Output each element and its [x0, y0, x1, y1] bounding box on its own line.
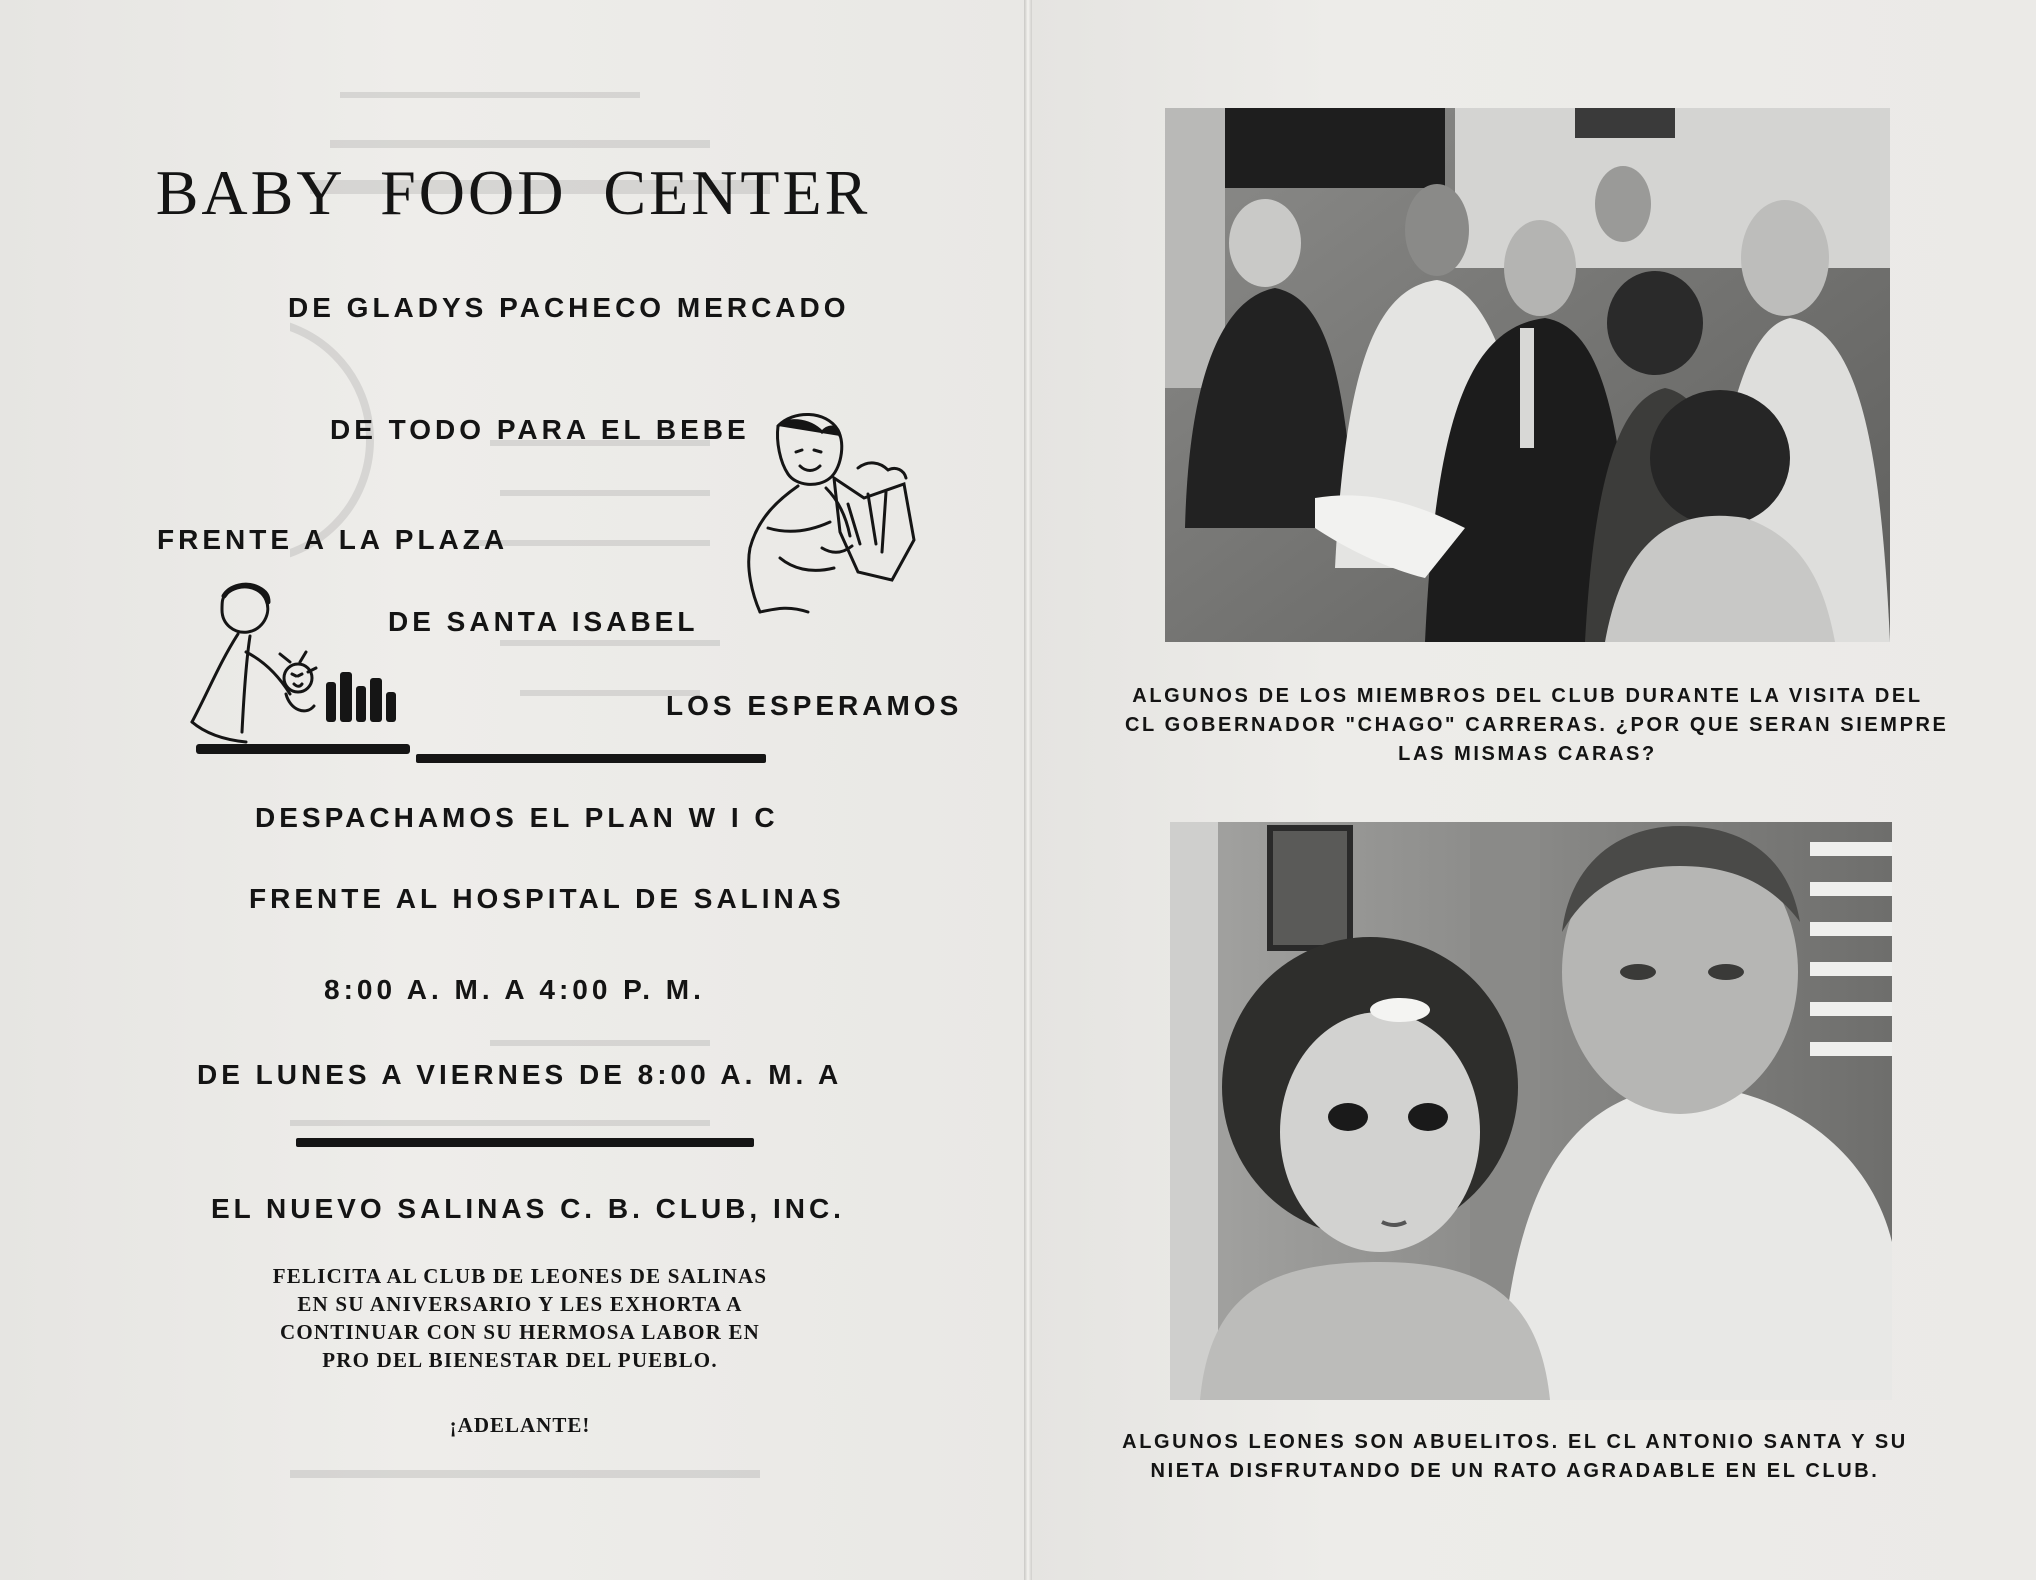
ad-line-santa-isabel: DE SANTA ISABEL — [388, 606, 699, 637]
ad-line-wic-plan: DESPACHAMOS EL PLAN W I C — [255, 802, 779, 833]
grandfather-granddaughter-photo — [1170, 822, 1892, 1400]
ad-line-we-await-you: LOS ESPERAMOS — [666, 690, 963, 721]
club-name: EL NUEVO SALINAS C. B. CLUB, INC. — [211, 1193, 845, 1224]
grandfather-granddaughter-caption — [1110, 1428, 1920, 1486]
club-members-photo — [1165, 108, 1890, 642]
caption-line: NIETA DISFRUTANDO DE UN RATO AGRADABLE EN EL CLUB. — [1150, 1460, 1880, 1482]
ad-divider-rule — [416, 754, 766, 763]
ad-line-everything-for-baby: DE TODO PARA EL BEBE — [330, 414, 750, 445]
club-divider-rule — [296, 1138, 754, 1147]
club-message-line: CONTINUAR CON SU HERMOSA LABOR EN — [279, 1320, 761, 1344]
ad-line-facing-plaza: FRENTE A LA PLAZA — [157, 524, 509, 555]
club-message-line: EN SU ANIVERSARIO Y LES EXHORTA A — [297, 1292, 743, 1316]
club-message-line: FELICITA AL CLUB DE LEONES DE SALINAS — [272, 1264, 768, 1288]
caption-line: ALGUNOS LEONES SON ABUELITOS. EL CL ANTONIO SANTA Y SU — [1122, 1431, 1908, 1453]
mother-and-baby-illustration — [186, 582, 410, 758]
ad-title: BABY FOOD CENTER — [155, 157, 871, 228]
club-message — [200, 1262, 840, 1374]
ad-owner: DE GLADYS PACHECO MERCADO — [288, 292, 850, 323]
ad-line-hours: 8:00 A. M. A 4:00 P. M. — [324, 974, 705, 1005]
caption-line: CL GOBERNADOR "CHAGO" CARRERAS. ¿POR QUE SERAN SIEMPRE — [1125, 714, 1949, 736]
caption-line: ALGUNOS DE LOS MIEMBROS DEL CLUB DURANTE LA VISITA DEL — [1132, 685, 1923, 707]
club-message-line: PRO DEL BIENESTAR DEL PUEBLO. — [322, 1348, 718, 1372]
woman-with-groceries-illustration — [738, 408, 918, 620]
ad-line-hospital-location: FRENTE AL HOSPITAL DE SALINAS — [249, 883, 845, 914]
caption-line: LAS MISMAS CARAS? — [1398, 743, 1657, 765]
page-spine — [1024, 0, 1032, 1580]
club-members-caption — [1125, 682, 1949, 769]
club-closing: ¡ADELANTE! — [449, 1413, 591, 1437]
ad-line-days: DE LUNES A VIERNES DE 8:00 A. M. A — [197, 1059, 843, 1090]
